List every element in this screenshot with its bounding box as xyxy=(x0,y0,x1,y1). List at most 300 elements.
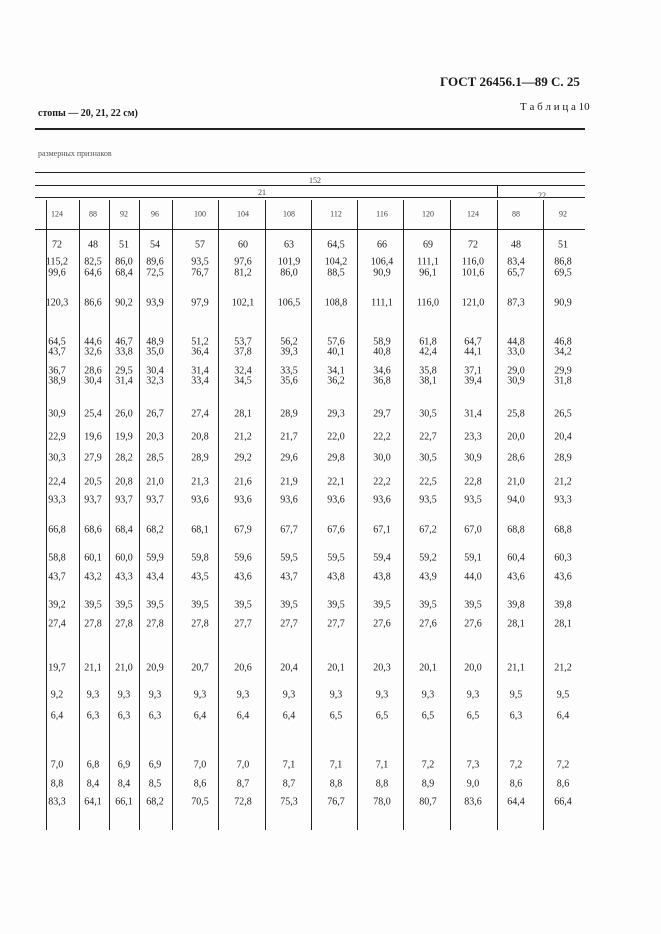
table-cell: 59,6 xyxy=(234,552,252,564)
table-cell: 72 xyxy=(468,239,478,251)
table-cell: 7,0 xyxy=(193,759,207,771)
table-cell: 86,0 xyxy=(115,256,133,268)
table-cell: 20,6 xyxy=(234,662,252,674)
table-cell: 101,9 xyxy=(277,256,301,268)
table-cell: 88,5 xyxy=(327,267,345,279)
table-cell: 21,0 xyxy=(507,476,525,488)
table-cell: 68,2 xyxy=(146,524,164,536)
table-cell: 93,5 xyxy=(191,256,209,268)
table-cell: 27,7 xyxy=(327,618,345,630)
table-cell: 8,6 xyxy=(509,778,523,790)
table-cell: 90,9 xyxy=(554,297,572,309)
table-cell: 82,5 xyxy=(84,256,102,268)
table-cell: 30,3 xyxy=(48,452,66,464)
table-cell: 21,9 xyxy=(280,476,298,488)
table-cell: 20,5 xyxy=(84,476,102,488)
column-header: 108 xyxy=(283,209,295,219)
table-cell: 36,2 xyxy=(327,375,345,387)
column-header: 96 xyxy=(151,209,159,219)
table-cell: 86,6 xyxy=(84,297,102,309)
table-cell: 29,3 xyxy=(327,408,345,420)
table-cell: 93,6 xyxy=(234,494,252,506)
table-cell: 43,5 xyxy=(191,571,209,583)
table-cell: 89,6 xyxy=(146,256,164,268)
table-cell: 67,0 xyxy=(464,524,482,536)
table-cell: 39,5 xyxy=(373,599,391,611)
table-cell: 80,7 xyxy=(419,796,437,808)
table-cell: 43,6 xyxy=(234,571,252,583)
table-cell: 68,4 xyxy=(115,524,133,536)
table-cell: 27,6 xyxy=(373,618,391,630)
table-cell: 121,0 xyxy=(461,297,485,309)
table-cell: 35,0 xyxy=(146,346,164,358)
table-cell: 30,5 xyxy=(419,408,437,420)
table-cell: 36,8 xyxy=(373,375,391,387)
table-cell: 32,6 xyxy=(84,346,102,358)
table-cell: 36,7 xyxy=(48,365,66,377)
table-cell: 8,6 xyxy=(193,778,207,790)
table-cell: 66,8 xyxy=(48,524,66,536)
table-cell: 68,4 xyxy=(115,267,133,279)
table-cell: 93,6 xyxy=(280,494,298,506)
table-cell: 111,1 xyxy=(417,256,439,268)
table-cell: 20,0 xyxy=(507,431,525,443)
table-cell: 43,4 xyxy=(146,571,164,583)
table-cell: 43,3 xyxy=(115,571,133,583)
table-cell: 33,5 xyxy=(280,365,298,377)
table-cell: 22,1 xyxy=(327,476,345,488)
table-cell: 27,6 xyxy=(419,618,437,630)
table-cell: 21,3 xyxy=(191,476,209,488)
table-cell: 31,4 xyxy=(115,375,133,387)
table-cell: 104,2 xyxy=(324,256,348,268)
table-cell: 116,0 xyxy=(416,297,440,309)
table-cell: 93,3 xyxy=(554,494,572,506)
table-cell: 54 xyxy=(150,239,160,251)
table-cell: 39,5 xyxy=(146,599,164,611)
table-cell: 20,3 xyxy=(373,662,391,674)
table-cell: 7,1 xyxy=(329,759,343,771)
table-cell: 28,1 xyxy=(554,618,572,630)
table-cell: 60,3 xyxy=(554,552,572,564)
table-cell: 34,2 xyxy=(554,346,572,358)
table-cell: 30,9 xyxy=(48,408,66,420)
table-cell: 19,7 xyxy=(48,662,66,674)
table-cell: 30,4 xyxy=(146,365,164,377)
group-header-152: 152 xyxy=(309,176,321,185)
table-cell: 93,5 xyxy=(419,494,437,506)
column-header: 124 xyxy=(467,209,479,219)
table-cell: 51 xyxy=(558,239,568,251)
table-cell: 30,9 xyxy=(464,452,482,464)
table-cell: 39,3 xyxy=(280,346,298,358)
table-cell: 63 xyxy=(284,239,294,251)
table-cell: 39,2 xyxy=(48,599,66,611)
rule xyxy=(35,172,585,173)
table-cell: 64,4 xyxy=(507,796,525,808)
table-cell: 7,2 xyxy=(509,759,523,771)
column-header: 112 xyxy=(330,209,342,219)
table-cell: 9,3 xyxy=(466,689,480,701)
column-header: 116 xyxy=(376,209,388,219)
table-cell: 6,4 xyxy=(193,710,207,722)
table-cell: 6,5 xyxy=(421,710,435,722)
table-cell: 28,9 xyxy=(191,452,209,464)
table-label: Т а б л и ц а 10 xyxy=(520,101,590,113)
table-cell: 87,3 xyxy=(507,297,525,309)
table-cell: 29,5 xyxy=(115,365,133,377)
table-cell: 59,5 xyxy=(327,552,345,564)
table-cell: 69 xyxy=(423,239,433,251)
table-cell: 90,2 xyxy=(115,297,133,309)
column-divider xyxy=(139,200,140,830)
table-cell: 57,6 xyxy=(327,336,345,348)
table-cell: 7,2 xyxy=(556,759,570,771)
rule xyxy=(35,229,585,230)
table-cell: 69,5 xyxy=(554,267,572,279)
table-cell: 20,7 xyxy=(191,662,209,674)
table-cell: 93,3 xyxy=(48,494,66,506)
section-caption: размерных признаков xyxy=(38,149,112,158)
table-cell: 78,0 xyxy=(373,796,391,808)
table-cell: 58,9 xyxy=(373,336,391,348)
table-cell: 8,4 xyxy=(117,778,131,790)
table-cell: 8,5 xyxy=(148,778,162,790)
table-cell: 28,6 xyxy=(84,365,102,377)
table-cell: 20,3 xyxy=(146,431,164,443)
table-cell: 37,8 xyxy=(234,346,252,358)
group-header-22: 22 xyxy=(538,191,546,200)
table-cell: 64,6 xyxy=(84,267,102,279)
table-cell: 40,1 xyxy=(327,346,345,358)
table-cell: 21,2 xyxy=(234,431,252,443)
table-cell: 93,7 xyxy=(146,494,164,506)
table-cell: 8,7 xyxy=(282,778,296,790)
table-cell: 8,8 xyxy=(329,778,343,790)
column-divider xyxy=(450,200,451,830)
table-cell: 22,0 xyxy=(327,431,345,443)
table-cell: 75,3 xyxy=(280,796,298,808)
table-cell: 93,6 xyxy=(373,494,391,506)
table-cell: 39,5 xyxy=(419,599,437,611)
table-cell: 44,8 xyxy=(507,336,525,348)
rule xyxy=(35,185,585,186)
table-cell: 6,4 xyxy=(282,710,296,722)
table-cell: 21,0 xyxy=(115,662,133,674)
column-header: 124 xyxy=(51,209,63,219)
column-header: 120 xyxy=(422,209,434,219)
table-cell: 23,3 xyxy=(464,431,482,443)
table-cell: 93,9 xyxy=(146,297,164,309)
table-cell: 96,1 xyxy=(419,267,437,279)
table-cell: 9,3 xyxy=(117,689,131,701)
table-cell: 9,0 xyxy=(466,778,480,790)
table-cell: 46,8 xyxy=(554,336,572,348)
table-cell: 29,2 xyxy=(234,452,252,464)
column-divider xyxy=(403,200,404,830)
column-divider xyxy=(543,200,544,830)
table-cell: 20,8 xyxy=(115,476,133,488)
table-cell: 9,5 xyxy=(556,689,570,701)
table-cell: 67,9 xyxy=(234,524,252,536)
table-cell: 65,7 xyxy=(507,267,525,279)
table-cell: 43,7 xyxy=(48,571,66,583)
column-divider xyxy=(357,200,358,830)
table-cell: 60,0 xyxy=(115,552,133,564)
table-cell: 58,8 xyxy=(48,552,66,564)
table-cell: 32,4 xyxy=(234,365,252,377)
table-cell: 66,1 xyxy=(115,796,133,808)
table-cell: 40,8 xyxy=(373,346,391,358)
table-cell: 48 xyxy=(511,239,521,251)
table-cell: 44,6 xyxy=(84,336,102,348)
table-cell: 9,3 xyxy=(86,689,100,701)
table-cell: 21,2 xyxy=(554,476,572,488)
table-cell: 27,8 xyxy=(115,618,133,630)
table-cell: 35,6 xyxy=(280,375,298,387)
table-cell: 30,0 xyxy=(373,452,391,464)
table-cell: 59,2 xyxy=(419,552,437,564)
table-cell: 26,5 xyxy=(554,408,572,420)
table-cell: 53,7 xyxy=(234,336,252,348)
table-cell: 6,8 xyxy=(86,759,100,771)
rule xyxy=(35,197,585,198)
table-cell: 99,6 xyxy=(48,267,66,279)
table-cell: 20,1 xyxy=(327,662,345,674)
table-cell: 28,1 xyxy=(507,618,525,630)
table-cell: 20,1 xyxy=(419,662,437,674)
table-cell: 35,8 xyxy=(419,365,437,377)
table-cell: 26,0 xyxy=(115,408,133,420)
table-cell: 30,9 xyxy=(507,375,525,387)
table-cell: 21,2 xyxy=(554,662,572,674)
table-cell: 22,4 xyxy=(48,476,66,488)
table-cell: 60,4 xyxy=(507,552,525,564)
table-cell: 39,5 xyxy=(191,599,209,611)
table-cell: 20,4 xyxy=(280,662,298,674)
table-cell: 19,6 xyxy=(84,431,102,443)
table-cell: 39,5 xyxy=(115,599,133,611)
table-cell: 68,8 xyxy=(554,524,572,536)
table-cell: 6,5 xyxy=(375,710,389,722)
table-cell: 48 xyxy=(88,239,98,251)
table-cell: 26,7 xyxy=(146,408,164,420)
table-cell: 34,6 xyxy=(373,365,391,377)
table-cell: 108,8 xyxy=(324,297,348,309)
table-cell: 43,9 xyxy=(419,571,437,583)
table-cell: 29,6 xyxy=(280,452,298,464)
table-cell: 28,5 xyxy=(146,452,164,464)
table-cell: 68,2 xyxy=(146,796,164,808)
table-cell: 9,3 xyxy=(375,689,389,701)
table-cell: 44,0 xyxy=(464,571,482,583)
table-cell: 9,3 xyxy=(148,689,162,701)
table-cell: 59,4 xyxy=(373,552,391,564)
column-header: 104 xyxy=(237,209,249,219)
table-cell: 28,2 xyxy=(115,452,133,464)
table-cell: 8,6 xyxy=(556,778,570,790)
table-cell: 29,0 xyxy=(507,365,525,377)
table-cell: 28,9 xyxy=(280,408,298,420)
table-cell: 27,7 xyxy=(280,618,298,630)
table-cell: 72,8 xyxy=(234,796,252,808)
table-cell: 25,4 xyxy=(84,408,102,420)
table-cell: 72,5 xyxy=(146,267,164,279)
table-cell: 48,9 xyxy=(146,336,164,348)
table-cell: 67,6 xyxy=(327,524,345,536)
table-cell: 106,5 xyxy=(277,297,301,309)
table-cell: 22,5 xyxy=(419,476,437,488)
table-cell: 6,3 xyxy=(117,710,131,722)
table-cell: 61,8 xyxy=(419,336,437,348)
table-cell: 38,1 xyxy=(419,375,437,387)
table-cell: 9,3 xyxy=(282,689,296,701)
table-cell: 59,5 xyxy=(280,552,298,564)
table-cell: 60,1 xyxy=(84,552,102,564)
table-cell: 31,4 xyxy=(191,365,209,377)
table-cell: 34,5 xyxy=(234,375,252,387)
table-cell: 21,7 xyxy=(280,431,298,443)
column-divider xyxy=(109,200,110,830)
table-cell: 39,5 xyxy=(84,599,102,611)
table-cell: 111,1 xyxy=(371,297,393,309)
table-cell: 30,5 xyxy=(419,452,437,464)
table-cell: 7,0 xyxy=(236,759,250,771)
table-cell: 21,0 xyxy=(146,476,164,488)
table-cell: 115,2 xyxy=(45,256,69,268)
table-cell: 68,6 xyxy=(84,524,102,536)
table-cell: 33,8 xyxy=(115,346,133,358)
table-cell: 28,9 xyxy=(554,452,572,464)
table-cell: 76,7 xyxy=(327,796,345,808)
table-cell: 93,5 xyxy=(464,494,482,506)
table-cell: 32,3 xyxy=(146,375,164,387)
table-cell: 39,5 xyxy=(327,599,345,611)
table-cell: 46,7 xyxy=(115,336,133,348)
table-cell: 7,0 xyxy=(50,759,64,771)
table-cell: 27,6 xyxy=(464,618,482,630)
table-cell: 31,8 xyxy=(554,375,572,387)
table-cell: 60 xyxy=(238,239,248,251)
continued-title: стопы — 20, 21, 22 см) xyxy=(38,108,138,119)
table-cell: 36,4 xyxy=(191,346,209,358)
table-cell: 67,2 xyxy=(419,524,437,536)
table-cell: 94,0 xyxy=(507,494,525,506)
table-cell: 102,1 xyxy=(231,297,255,309)
table-cell: 7,1 xyxy=(375,759,389,771)
table-cell: 28,6 xyxy=(507,452,525,464)
table-cell: 27,9 xyxy=(84,452,102,464)
table-cell: 39,5 xyxy=(234,599,252,611)
table-cell: 20,8 xyxy=(191,431,209,443)
table-cell: 28,1 xyxy=(234,408,252,420)
table-cell: 64,1 xyxy=(84,796,102,808)
table-cell: 9,3 xyxy=(193,689,207,701)
table-cell: 27,7 xyxy=(234,618,252,630)
table-cell: 93,6 xyxy=(327,494,345,506)
table-cell: 6,4 xyxy=(236,710,250,722)
table-cell: 86,8 xyxy=(554,256,572,268)
table-cell: 19,9 xyxy=(115,431,133,443)
table-cell: 38,9 xyxy=(48,375,66,387)
table-cell: 34,1 xyxy=(327,365,345,377)
table-cell: 43,7 xyxy=(280,571,298,583)
table-cell: 6,9 xyxy=(148,759,162,771)
column-header: 92 xyxy=(120,209,128,219)
table-cell: 7,3 xyxy=(466,759,480,771)
table-cell: 6,5 xyxy=(466,710,480,722)
table-cell: 20,0 xyxy=(464,662,482,674)
table-cell: 59,8 xyxy=(191,552,209,564)
table-cell: 51,2 xyxy=(191,336,209,348)
table-cell: 37,1 xyxy=(464,365,482,377)
rule xyxy=(35,128,585,130)
column-divider xyxy=(497,200,498,830)
table-cell: 67,1 xyxy=(373,524,391,536)
table-cell: 97,6 xyxy=(234,256,252,268)
table-cell: 90,9 xyxy=(373,267,391,279)
table-cell: 21,1 xyxy=(507,662,525,674)
table-cell: 9,3 xyxy=(236,689,250,701)
column-divider xyxy=(265,200,266,830)
table-cell: 21,1 xyxy=(84,662,102,674)
table-cell: 9,3 xyxy=(421,689,435,701)
table-cell: 42,4 xyxy=(419,346,437,358)
column-header: 88 xyxy=(512,209,520,219)
table-cell: 43,6 xyxy=(507,571,525,583)
table-cell: 27,4 xyxy=(48,618,66,630)
table-cell: 39,5 xyxy=(280,599,298,611)
table-cell: 64,5 xyxy=(48,336,66,348)
table-cell: 6,3 xyxy=(509,710,523,722)
column-header: 100 xyxy=(194,209,206,219)
table-cell: 33,4 xyxy=(191,375,209,387)
table-cell: 6,4 xyxy=(50,710,64,722)
table-cell: 43,8 xyxy=(373,571,391,583)
table-cell: 6,3 xyxy=(86,710,100,722)
table-cell: 29,7 xyxy=(373,408,391,420)
table-cell: 43,8 xyxy=(327,571,345,583)
table-cell: 72 xyxy=(52,239,62,251)
table-cell: 7,1 xyxy=(282,759,296,771)
table-cell: 8,9 xyxy=(421,778,435,790)
table-cell: 101,6 xyxy=(461,267,485,279)
table-cell: 39,8 xyxy=(507,599,525,611)
table-cell: 93,7 xyxy=(115,494,133,506)
table-cell: 120,3 xyxy=(45,297,69,309)
table-cell: 29,8 xyxy=(327,452,345,464)
table-cell: 83,6 xyxy=(464,796,482,808)
table-cell: 31,4 xyxy=(464,408,482,420)
table-cell: 66,4 xyxy=(554,796,572,808)
table-cell: 57 xyxy=(195,239,205,251)
table-cell: 22,7 xyxy=(419,431,437,443)
standard-header: ГОСТ 26456.1—89 С. 25 xyxy=(440,74,580,89)
table-cell: 64,7 xyxy=(464,336,482,348)
table-cell: 30,4 xyxy=(84,375,102,387)
table-cell: 8,8 xyxy=(50,778,64,790)
table-cell: 22,8 xyxy=(464,476,482,488)
table-cell: 97,9 xyxy=(191,297,209,309)
table-cell: 68,8 xyxy=(507,524,525,536)
table-cell: 9,2 xyxy=(50,689,64,701)
table-cell: 39,8 xyxy=(554,599,572,611)
table-cell: 43,2 xyxy=(84,571,102,583)
table-cell: 8,4 xyxy=(86,778,100,790)
table-cell: 6,9 xyxy=(117,759,131,771)
column-divider xyxy=(218,200,219,830)
table-cell: 20,4 xyxy=(554,431,572,443)
